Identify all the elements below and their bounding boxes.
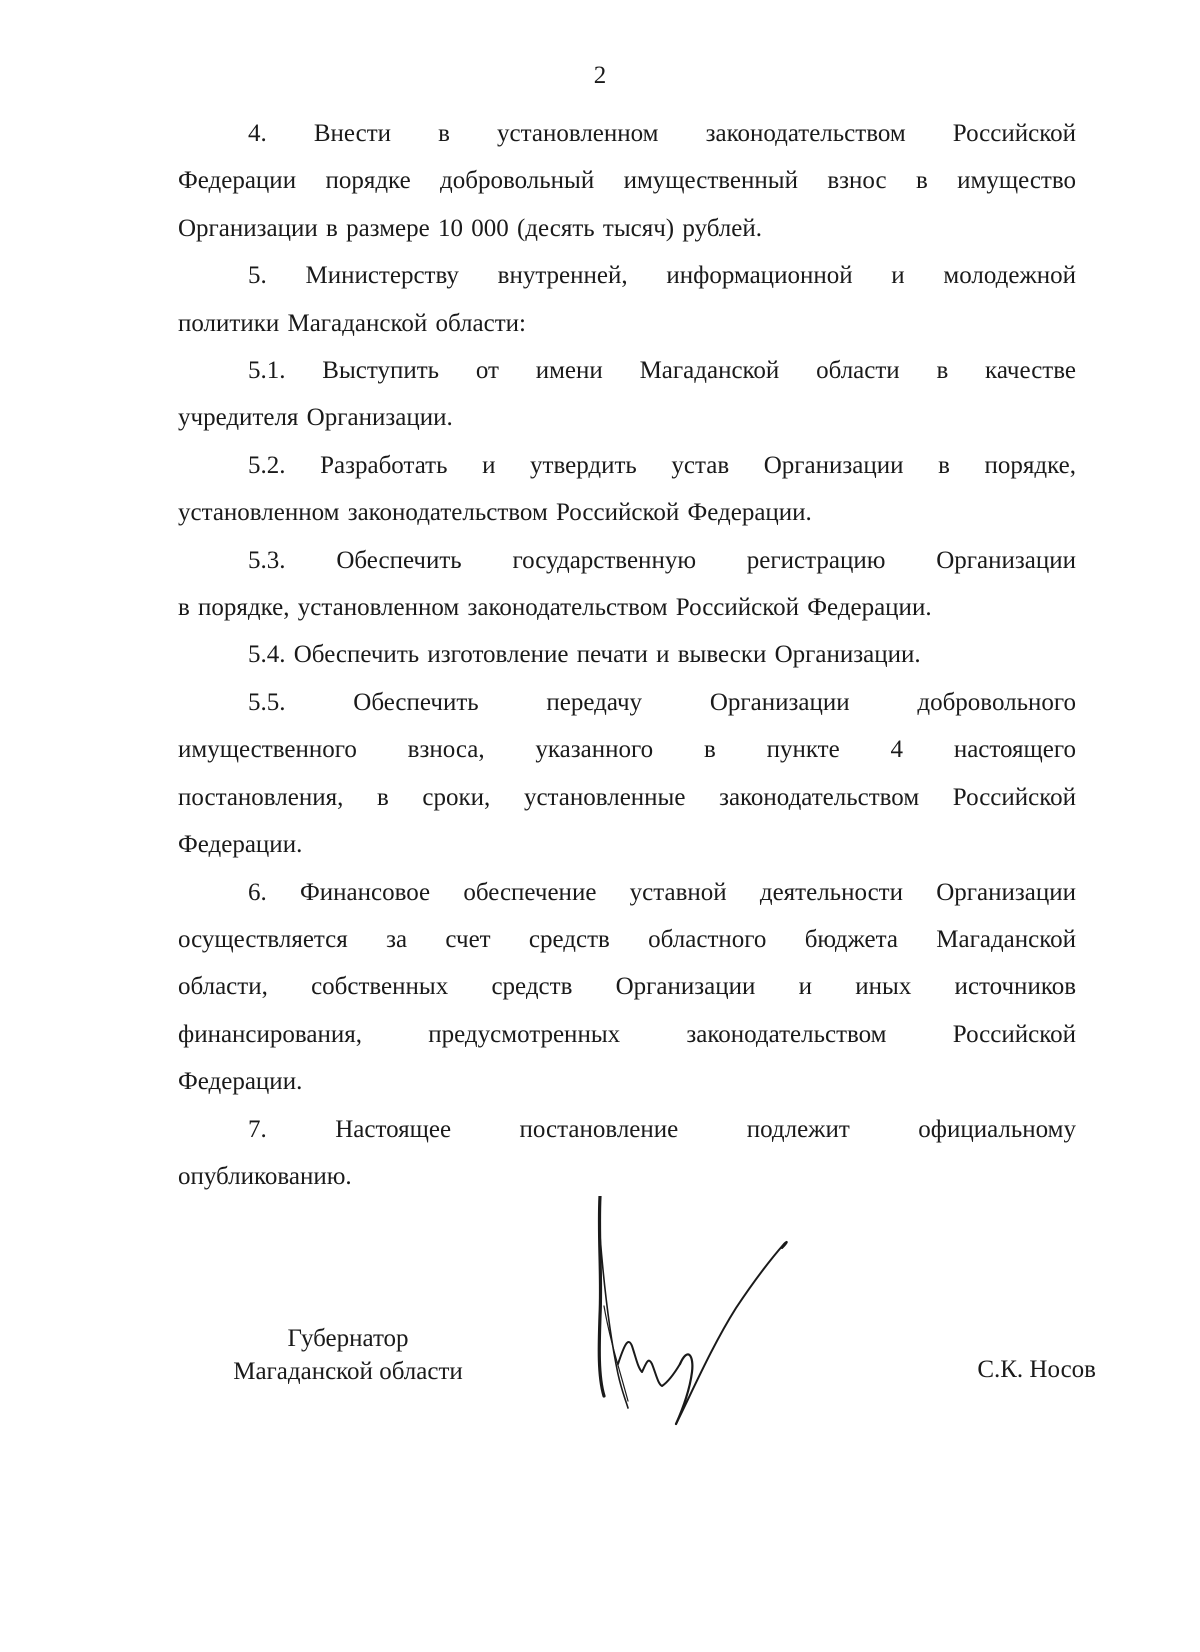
paragraph-line: 5.4. Обеспечить изготовление печати и вывески Организации. — [248, 641, 921, 669]
governor-title — [178, 1322, 518, 1388]
paragraph-line: 5. Министерству внутренней, информационной и молодежной — [248, 262, 1076, 290]
governor-name: С.К. Носов — [977, 1356, 1096, 1383]
paragraph-5-1 — [178, 347, 1076, 442]
paragraph-line: опубликованию. — [178, 1162, 352, 1190]
paragraph-5 — [178, 252, 1076, 347]
paragraph-line: постановления, в сроки, установленные законодательством Российской — [178, 783, 1076, 811]
paragraph-line: 5.2. Разработать и утвердить устав Организации в порядке, — [248, 451, 1076, 479]
paragraph-line: имущественного взноса, указанного в пункте 4 настоящего — [178, 736, 1076, 764]
paragraph-line: политики Магаданской области: — [178, 309, 526, 337]
paragraph-line: в порядке, установленном законодательством Российской Федерации. — [178, 594, 932, 622]
governor-title-line: Губернатор — [287, 1325, 409, 1352]
handwritten-signature — [588, 1196, 848, 1446]
paragraph-line: учредителя Организации. — [178, 404, 453, 432]
paragraph-line: 5.1. Выступить от имени Магаданской области в качестве — [248, 357, 1076, 385]
paragraph-7 — [178, 1106, 1076, 1201]
page-number: 2 — [593, 62, 607, 89]
paragraph-line: Федерации. — [178, 831, 303, 859]
paragraph-5-5 — [178, 679, 1076, 869]
paragraph-line: Федерации. — [178, 1068, 303, 1096]
paragraph-5-2 — [178, 442, 1076, 537]
paragraph-5-4 — [178, 631, 1076, 678]
paragraph-line: Организации в размере 10 000 (десять тысяч) рублей. — [178, 214, 762, 242]
paragraph-line: Федерации порядке добровольный имущественный взнос в имущество — [178, 167, 1076, 195]
governor-title-line: Магаданской области — [233, 1358, 463, 1385]
paragraph-line: области, собственных средств Организации и иных источников — [178, 973, 1076, 1001]
paragraph-line: 5.3. Обеспечить государственную регистрацию Организации — [248, 546, 1076, 574]
paragraph-5-3 — [178, 537, 1076, 632]
paragraph-line: 6. Финансовое обеспечение уставной деятельности Организации — [248, 878, 1076, 906]
paragraph-line: 5.5. Обеспечить передачу Организации добровольного — [248, 688, 1076, 716]
document-body — [178, 110, 1076, 1200]
paragraph-line: финансирования, предусмотренных законодательством Российской — [178, 1020, 1076, 1048]
paragraph-4 — [178, 110, 1076, 252]
paragraph-6 — [178, 869, 1076, 1106]
paragraph-line: осуществляется за счет средств областного бюджета Магаданской — [178, 925, 1076, 953]
paragraph-line: установленном законодательством Российской Федерации. — [178, 499, 812, 527]
paragraph-line: 7. Настоящее постановление подлежит официальному — [248, 1115, 1076, 1143]
paragraph-line: 4. Внести в установленном законодательством Российской — [248, 120, 1076, 147]
